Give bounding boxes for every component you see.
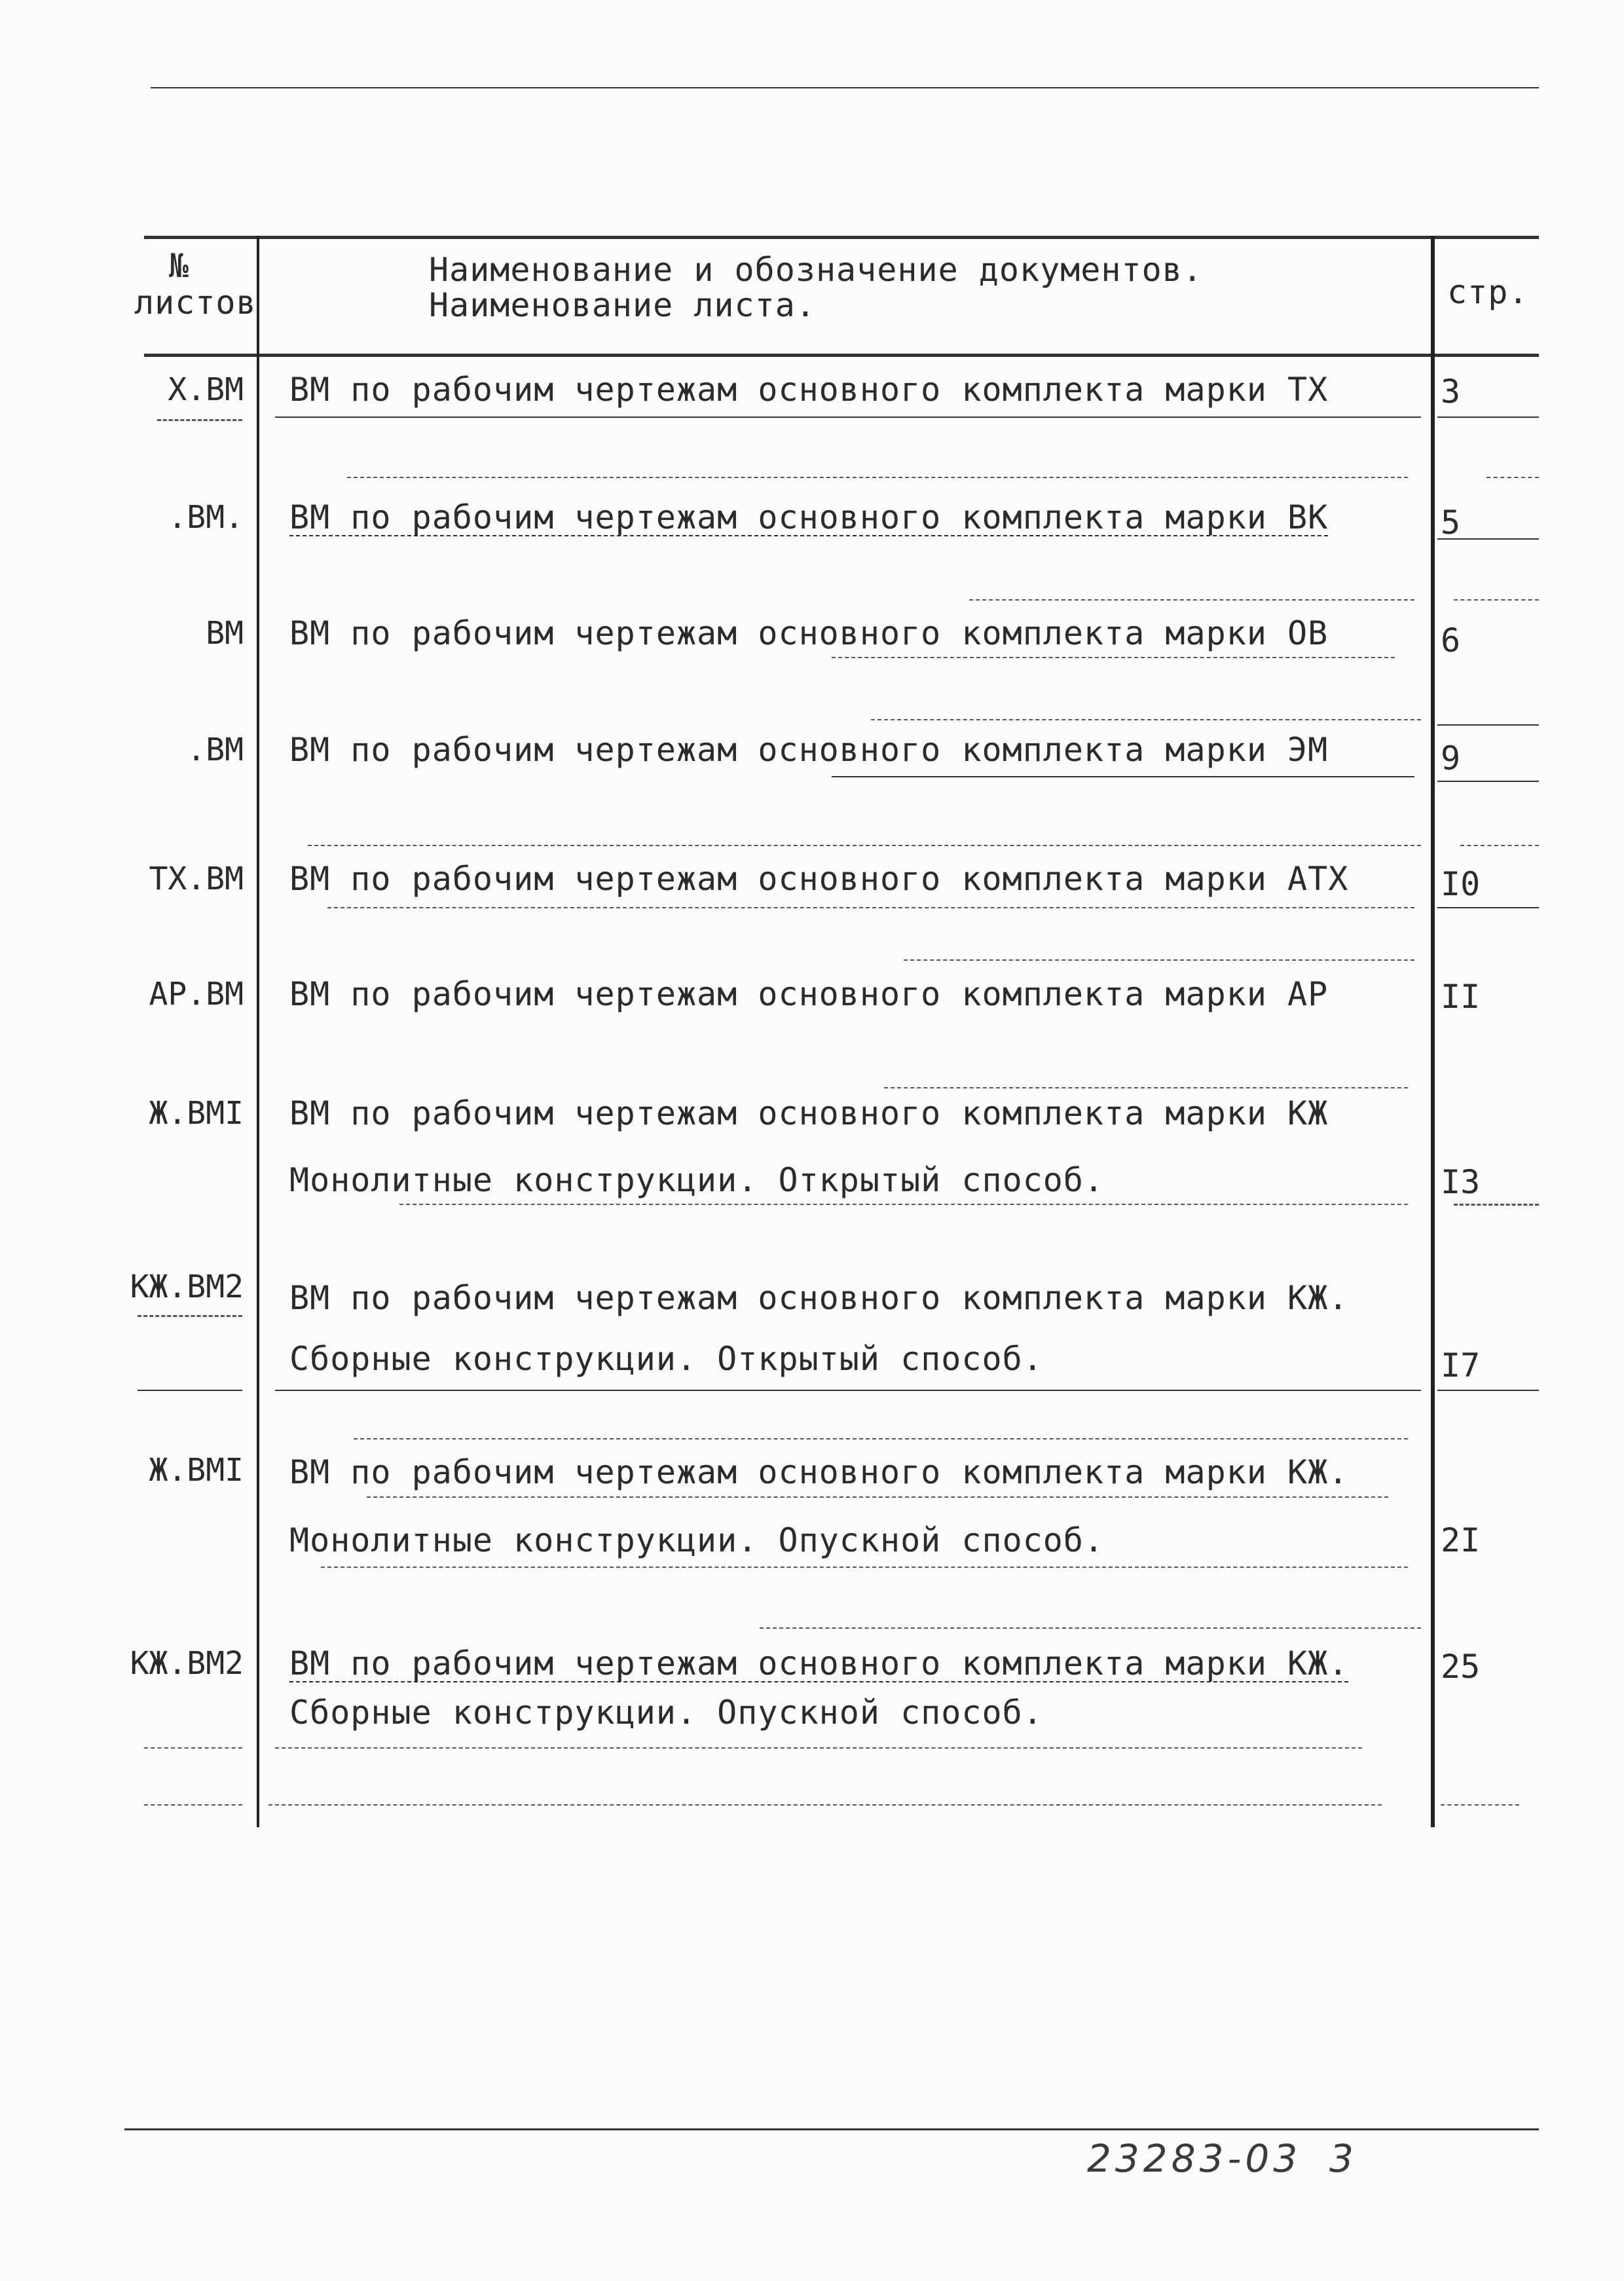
row-dashed-rule	[969, 599, 1414, 601]
header-page: стр.	[1447, 273, 1529, 311]
row-dashed-rule	[871, 719, 1421, 720]
row-title: ВМ по рабочим чертежам основного комплекта марки ТХ	[289, 371, 1329, 409]
row-rule	[832, 776, 1414, 777]
row-dashed-rule	[832, 657, 1395, 658]
row-subtitle: Сборные конструкции. Открытый способ.	[289, 1340, 1043, 1378]
row-page-rule	[1437, 907, 1539, 908]
row-dashed-rule	[399, 1204, 1408, 1205]
top-border	[151, 87, 1539, 88]
row-code: .ВМ	[187, 732, 244, 768]
row-title: ВМ по рабочим чертежам основного комплекта марки АТХ	[289, 860, 1349, 898]
row-dashed-rule	[275, 1747, 1362, 1749]
row-code: КЖ.ВМ2	[130, 1645, 244, 1682]
row-dashed-rule	[321, 1567, 1408, 1568]
footer-doc-code: 23283-03	[1087, 2136, 1302, 2181]
row-dashed-rule	[1454, 1204, 1539, 1206]
row-dashed-rule	[1441, 1804, 1519, 1806]
row-subtitle: Сборные конструкции. Опускной способ.	[289, 1694, 1043, 1732]
row-code: .ВМ.	[168, 499, 244, 536]
row-page: I7	[1441, 1346, 1481, 1384]
footer-sheet-number: 3	[1329, 2136, 1357, 2181]
row-dashed-rule	[268, 1804, 1382, 1806]
row-dashed-rule	[347, 477, 1408, 478]
row-dashed-rule	[144, 1747, 242, 1749]
row-code: АР.ВМ	[149, 976, 244, 1012]
row-dashed-rule	[1486, 477, 1539, 478]
header-bottom-border	[144, 354, 1539, 357]
row-page: 25	[1441, 1648, 1481, 1686]
row-page: 5	[1441, 504, 1461, 542]
row-dashed-rule	[904, 959, 1414, 961]
row-page: II	[1441, 978, 1481, 1016]
footer-rule	[124, 2128, 1539, 2130]
row-page: I0	[1441, 865, 1481, 903]
row-title: ВМ по рабочим чертежам основного комплекта марки АР	[289, 975, 1329, 1013]
column-divider-left	[257, 236, 259, 1827]
row-title: ВМ по рабочим чертежам основного комплекта марки КЖ.	[289, 1279, 1349, 1317]
row-dashed-rule	[308, 845, 1421, 846]
row-page-rule	[1437, 538, 1539, 540]
row-page-rule	[1437, 781, 1539, 782]
row-title: ВМ по рабочим чертежам основного комплекта марки ОВ	[289, 614, 1329, 652]
row-code: Ж.ВМI	[149, 1095, 244, 1132]
row-subtitle: Монолитные конструкции. Опускной способ.	[289, 1521, 1105, 1559]
header-sheet-name: Наименование листа.	[429, 286, 816, 324]
table-top-border	[144, 236, 1539, 239]
row-dashed-rule	[1454, 599, 1539, 601]
row-code: X.ВМ	[168, 371, 244, 408]
row-subtitle: Монолитные конструкции. Открытый способ.	[289, 1161, 1105, 1199]
row-title: ВМ по рабочим чертежам основного комплекта марки ВК	[289, 498, 1329, 536]
row-rule	[275, 1390, 1421, 1391]
header-sheets-label: листов	[134, 284, 257, 322]
header-document-name: Наименование и обозначение документов.	[429, 251, 1203, 289]
row-title: ВМ по рабочим чертежам основного комплекта марки КЖ	[289, 1094, 1329, 1132]
row-title: ВМ по рабочим чертежам основного комплекта марки КЖ.	[289, 1453, 1349, 1491]
row-title: ВМ по рабочим чертежам основного комплекта марки ЭМ	[289, 731, 1329, 769]
row-code: ВМ	[206, 615, 244, 652]
row-page: 3	[1441, 373, 1461, 411]
row-code: КЖ.ВМ2	[130, 1269, 244, 1305]
column-divider-right	[1431, 236, 1435, 1827]
row-dashed-rule	[157, 419, 242, 421]
row-code: ТХ.ВМ	[149, 861, 244, 897]
row-page: I3	[1441, 1163, 1481, 1201]
row-page: 6	[1441, 621, 1461, 659]
row-dashed-rule	[144, 1804, 242, 1806]
header-sheets-number: №	[169, 247, 190, 285]
row-dashed-rule	[760, 1627, 1421, 1629]
row-rule	[275, 417, 1421, 418]
row-page: 2I	[1441, 1521, 1481, 1559]
row-dashed-rule	[138, 1315, 242, 1317]
row-dashed-rule	[1460, 845, 1539, 846]
row-page-rule	[1437, 1390, 1539, 1391]
row-page: 9	[1441, 739, 1461, 777]
row-page-rule	[1437, 724, 1539, 726]
row-rule	[138, 1390, 242, 1391]
row-dashed-rule	[884, 1087, 1408, 1088]
row-title: ВМ по рабочим чертежам основного комплекта марки КЖ.	[289, 1644, 1349, 1682]
row-page-rule	[1437, 417, 1539, 418]
row-dashed-rule	[367, 1496, 1388, 1498]
row-code: Ж.ВМI	[149, 1452, 244, 1489]
row-dashed-rule	[327, 907, 1414, 908]
row-dashed-rule	[354, 1438, 1408, 1439]
